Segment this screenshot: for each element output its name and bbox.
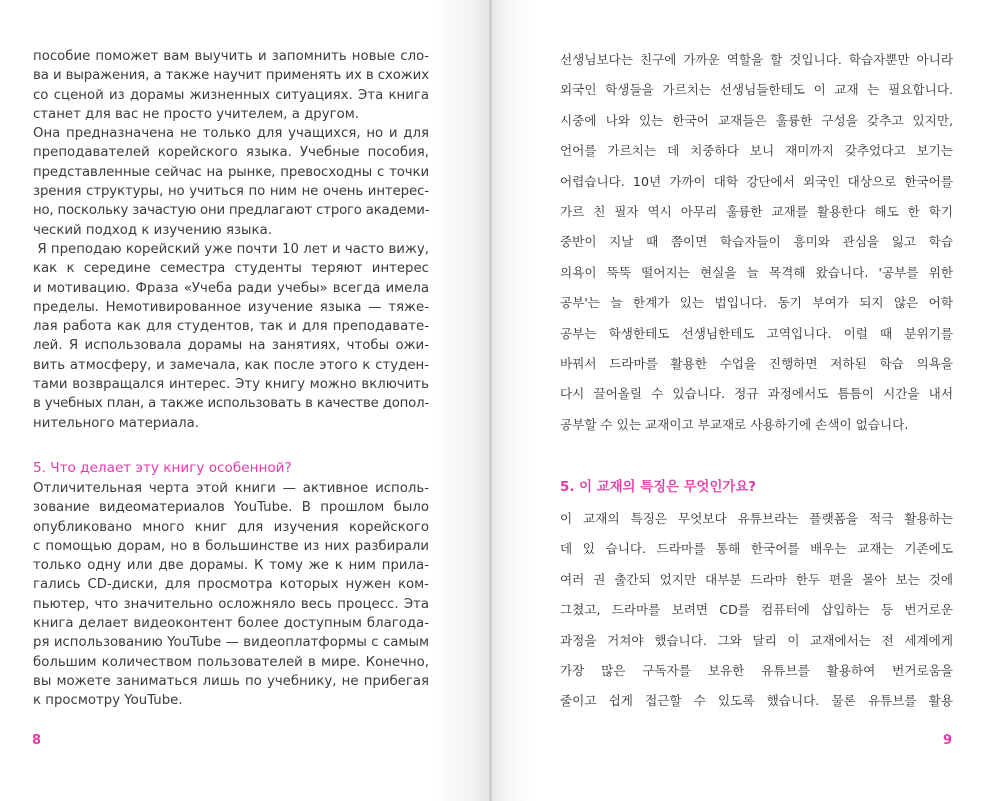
text-line: к просмотру YouTube. <box>33 693 183 709</box>
text-line: вы можете заниматься лишь по учебнику, не прибегая <box>33 673 429 689</box>
text-line: нительного материала. <box>33 415 199 431</box>
text-line: 공부할 수 있는 교재이고 부교재로 사용하기에 손색이 없습니다. <box>560 416 909 432</box>
text-line: 줄이고 쉽게 접근할 수 있도록 했습니다. 물론 유튜브를 활용 <box>560 693 953 709</box>
section-heading: 5. 이 교재의 특징은 무엇인가요? <box>560 480 757 495</box>
text-line: преподавателей корейского языка. Учебные пособия, <box>33 145 429 161</box>
text-line: лей. Я использовала дорамы на занятиях, чтобы ожи- <box>33 338 429 354</box>
text-line: только одну или две дорамы. К тому же к ним прила- <box>33 558 429 574</box>
ru-paragraph <box>33 47 429 433</box>
text-line: книга делает видеоконтент более доступным благода- <box>33 616 429 632</box>
text-line: представленные сейчас на рынке, превосходны с точки <box>33 164 429 180</box>
text-line: Она предназначена не только для учащихся, но и для <box>33 126 429 142</box>
text-line: пособие поможет вам выучить и запомнить новые сло- <box>33 49 429 64</box>
text-line: опубликовано много книг для изучения корейского <box>33 519 429 535</box>
text-line: 가장 많은 구독자를 보유한 유튜브를 활용하여 번거로움을 <box>560 662 953 678</box>
text-line: 가르 친 필자 역시 아무리 훌륭한 교재를 활용한다 해도 한 학기 <box>560 203 953 219</box>
text-line: пределы. Немотивированное изучение языка — тяже- <box>33 299 429 315</box>
page-number: 9 <box>943 733 953 748</box>
text-line: 언어를 가르치는 데 치중하다 보니 재미까지 갖추었다고 보기는 <box>560 143 953 159</box>
text-line: 시중에 나와 있는 한국어 교재들은 훌륭한 구성을 갖추고 있지만, <box>560 112 953 128</box>
text-line: 그쳤고, 드라마를 보려면 CD를 컴퓨터에 삽입하는 등 번거로운 <box>560 602 953 618</box>
text-line: 다시 끌어올릴 수 있습니다. 정규 과정에서도 틈틈이 시간을 내서 <box>560 386 953 402</box>
left-page <box>0 0 490 801</box>
text-line: Я преподаю корейский уже почти 10 лет и часто вижу, <box>33 241 429 257</box>
text-line: со сценой из дорамы жизненных ситуациях. Эта книга <box>33 87 429 103</box>
text-line: зование видеоматериалов YouTube. В прошлом было <box>33 500 429 516</box>
page-number: 8 <box>32 733 42 748</box>
text-line: как к середине семестра студенты теряют интерес <box>33 261 429 277</box>
text-line: 외국인 학생들을 가르치는 선생님들한테도 이 교재 는 필요합니다. <box>560 82 953 98</box>
text-line: Отличительная черта этой книги — активное исполь- <box>33 481 429 496</box>
text-line: 이 교재의 특징은 무엇보다 유튜브라는 플랫폼을 적극 활용하는 <box>560 511 953 526</box>
text-line: и мотивацию. Фраза «Учеба ради учебы» всегда имела <box>33 280 429 296</box>
text-line: 여러 권 출간되 었지만 대부분 드라마 한두 편을 몰아 보는 것에 <box>560 571 953 587</box>
text-line: тами возвращался интерес. Эту книгу можно включить <box>33 377 429 393</box>
text-line: 어렵습니다. 10년 가까이 대학 강단에서 외국인 대상으로 한국어를 <box>560 173 953 189</box>
text-line: но, поскольку зачастую они предлагают строго академи- <box>33 203 430 219</box>
text-line: 데 있 습니다. 드라마를 통해 한국어를 배우는 교재는 기존에도 <box>560 541 953 557</box>
text-line: лая работа как для студентов, так и для преподавате- <box>33 319 429 335</box>
text-line: гались CD-диски, для просмотра которых нужен ком- <box>33 577 429 593</box>
text-line: 공부'는 늘 한계가 있는 법입니다. 동기 부여가 되지 않은 어학 <box>560 295 953 311</box>
ko-paragraph <box>560 504 953 717</box>
text-line: зрения структуры, но учиться по ним не очень интерес- <box>33 184 429 200</box>
text-line: 바꿔서 드라마를 활용한 수업을 진행하면 저하된 학습 의욕을 <box>560 355 953 371</box>
text-line: ческий подход к изучению языка. <box>33 222 272 238</box>
text-line: 중반이 지날 때 쯤이면 학습자들이 흥미와 관심을 잃고 학습 <box>560 234 953 250</box>
ko-paragraph <box>560 45 953 440</box>
text-line: большим количеством пользователей в мире. Конечно, <box>33 654 429 670</box>
text-line: в учебных план, а также использовать в качестве допол- <box>33 396 429 412</box>
text-line: 과정을 거쳐야 했습니다. 그와 달리 이 교재에서는 전 세계에게 <box>560 632 953 648</box>
text-line: станет для вас не просто учителем, а другом. <box>33 106 359 122</box>
text-line: 의욕이 뚝뚝 떨어지는 현실을 늘 목격해 왔습니다. '공부를 위한 <box>560 264 953 280</box>
ru-paragraph <box>33 479 429 711</box>
text-line: вить атмосферу, и замечала, как после этого к студен- <box>33 357 429 373</box>
text-line: с помощью дорам, но в большинстве из них разбирали <box>33 538 429 554</box>
text-line: 공부는 학생한테도 선생님한테도 고역입니다. 이럴 때 분위기를 <box>560 325 953 341</box>
text-line: пьютер, что значительно осложняло весь процесс. Эта <box>33 596 429 612</box>
text-line: 선생님보다는 친구에 가까운 역할을 할 것입니다. 학습자뿐만 아니라 <box>560 52 953 67</box>
text-line: ря использованию YouTube — видеоплатформы с самым <box>33 635 429 651</box>
text-line: ва и выражения, а также научит применять их в схожих <box>33 68 429 84</box>
section-heading: 5. Что делает эту книгу особенной? <box>33 460 292 476</box>
